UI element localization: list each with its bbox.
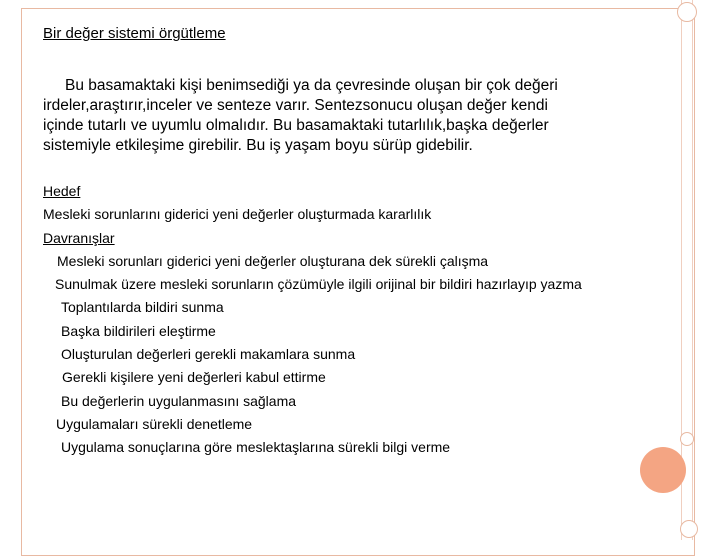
behavior-item: Bu değerlerin uygulanmasını sağlama: [61, 392, 297, 409]
paragraph-line: içinde tutarlı ve uyumlu olmalıdır. Bu basamaktaki tutarlılık,başka değerler: [43, 117, 549, 134]
paragraph-line: irdeler,araştırır,inceler ve senteze varır. Sentezsonucu oluşan değer kendi: [43, 97, 548, 114]
behavior-item: Mesleki sorunları giderici yeni değerler oluşturana dek sürekli çalışma: [57, 252, 489, 269]
behavior-item: Uygulama sonuçlarına göre meslektaşlarına sürekli bilgi verme: [61, 439, 451, 456]
decorative-circle-bottom: [680, 520, 698, 538]
decorative-circle-filled: [640, 447, 686, 493]
decorative-circle-top: [677, 2, 697, 22]
davranislar-label: Davranışlar: [43, 229, 115, 246]
paragraph-line: sistemiyle etkileşime girebilir. Bu iş yaşam boyu sürüp gidebilir.: [43, 137, 473, 154]
behavior-item: Toplantılarda bildiri sunma: [61, 299, 224, 316]
decorative-circle-small: [680, 432, 694, 446]
description-paragraph: [43, 76, 663, 156]
slide-heading: Bir değer sistemi örgütleme: [43, 25, 226, 42]
behavior-item: Gerekli kişilere yeni değerleri kabul ettirme: [62, 369, 326, 386]
behavior-item: Sunulmak üzere mesleki sorunların çözümüyle ilgili orijinal bir bildiri hazırlayıp yazma: [55, 276, 582, 293]
behavior-item: Başka bildirileri eleştirme: [61, 322, 216, 339]
behavior-item: Uygulamaları sürekli denetleme: [56, 415, 253, 432]
behavior-item: Oluşturulan değerleri gerekli makamlara sunma: [61, 346, 356, 363]
hedef-text: Mesleki sorunlarını giderici yeni değerler oluşturmada kararlılık: [43, 206, 432, 223]
hedef-label: Hedef: [43, 183, 81, 199]
paragraph-line: Bu basamaktaki kişi benimsediği ya da çevresinde oluşan bir çok değeri: [65, 77, 558, 94]
objectives-list: [43, 180, 582, 460]
